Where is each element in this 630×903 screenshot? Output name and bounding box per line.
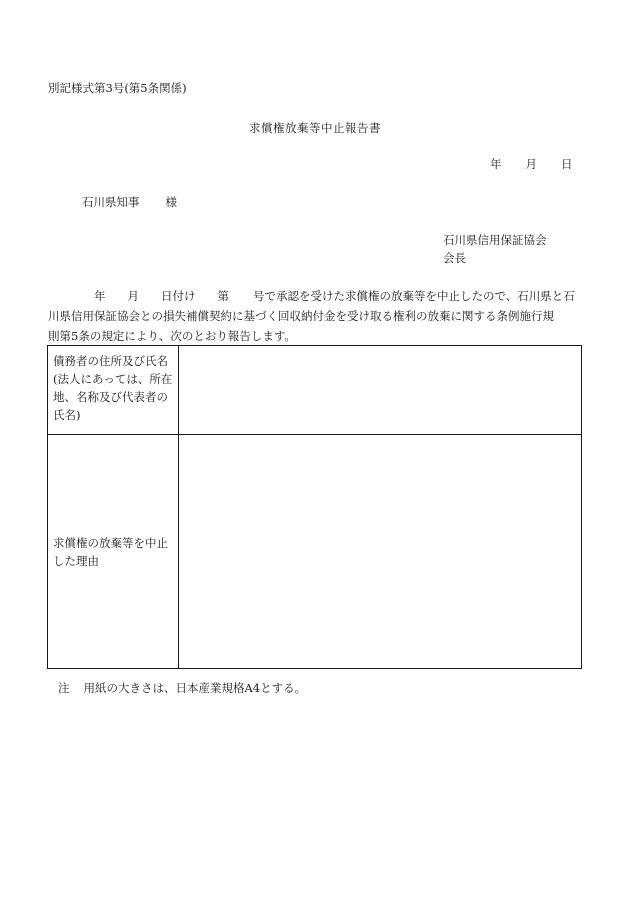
body-line-3: 則第5条の規定により、次のとおり報告します。 — [48, 329, 296, 343]
date-year: 年 — [490, 157, 502, 171]
addressee — [82, 194, 177, 210]
body-day: 日付け — [161, 289, 196, 303]
footnote-text: 用紙の大きさは、日本産業規格A4とする。 — [83, 681, 307, 695]
sender-title: 会長 — [443, 251, 466, 265]
body-line-1-rest: 号で承認を受けた求償権の放棄等を中止したので、石川県と石 — [253, 289, 575, 303]
table-row — [48, 346, 582, 435]
reason-label: 求償権の放棄等を中止した理由 — [48, 435, 179, 669]
report-body — [48, 286, 586, 346]
report-table — [47, 345, 582, 669]
body-number-prefix: 第 — [217, 289, 229, 303]
sender-organization: 石川県信用保証協会 — [443, 233, 547, 247]
date-line — [490, 156, 573, 172]
footnote — [58, 680, 306, 696]
body-year: 年 — [94, 289, 106, 303]
reason-field[interactable] — [179, 435, 582, 669]
table-row — [48, 435, 582, 669]
addressee-honorific: 様 — [165, 195, 177, 209]
debtor-label: 債務者の住所及び氏名(法人にあっては、所在地、名称及び代表者の氏名) — [48, 346, 179, 435]
form-number: 別記様式第3号(第5条関係) — [48, 81, 187, 95]
addressee-name: 石川県知事 — [82, 195, 140, 209]
footnote-prefix: 注 — [58, 681, 70, 695]
body-line-1 — [48, 286, 586, 306]
document-title: 求償権放棄等中止報告書 — [249, 121, 381, 135]
body-line-2: 川県信用保証協会との損失補償契約に基づく回収納付金を受け取る権利の放棄に関する条例施行規 — [48, 309, 554, 323]
date-day: 日 — [561, 157, 573, 171]
body-month: 月 — [127, 289, 139, 303]
date-month: 月 — [525, 157, 537, 171]
debtor-field[interactable] — [179, 346, 582, 435]
